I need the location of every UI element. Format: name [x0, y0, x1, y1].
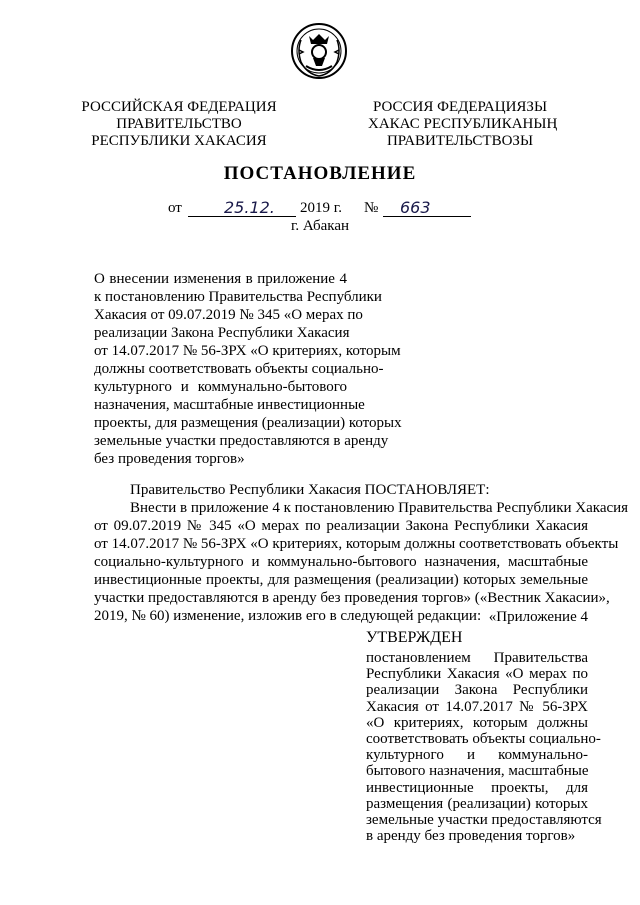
approved-line: реализации Закона Республики	[366, 682, 588, 699]
appendix-note: «Приложение 4	[488, 609, 588, 625]
paragraph-line: от 09.07.2019 № 345 «О мерах по реализации Закона Республики Хакасия	[94, 518, 588, 534]
city: г. Абакан	[290, 218, 350, 234]
paragraph-line: участки предоставляются в аренду без проведения торгов» («Вестник Хакасии»,	[94, 590, 610, 606]
date-line	[168, 200, 488, 220]
approved-line: в аренду без проведения торгов»	[366, 828, 576, 845]
approved-line: размещения (реализации) которых	[366, 795, 588, 812]
header-line: РОССИЯ ФЕДЕРАЦИЯЗЫ	[372, 99, 548, 115]
subject-block	[94, 270, 402, 468]
header-khakas	[368, 99, 558, 150]
subject-line: должны соответствовать объекты социально-	[94, 361, 384, 377]
paragraph-line: 2019, № 60) изменение, изложив его в следующей редакции:	[94, 608, 482, 624]
handwritten-date: 25.12.	[224, 198, 275, 217]
subject-line: назначения, масштабные инвестиционные	[94, 397, 365, 413]
subject-line: проекты, для размещения (реализации) которых	[94, 415, 402, 431]
subject-line: реализации Закона Республики Хакасия	[94, 325, 350, 341]
header-line: РЕСПУБЛИКИ ХАКАСИЯ	[91, 133, 267, 149]
handwritten-number: 663	[400, 198, 431, 217]
paragraph-line: социально-культурного и коммунально-бытового назначения, масштабные	[94, 554, 588, 570]
subject-line: без проведения торгов»	[94, 451, 245, 467]
subject-line: культурного и коммунально-бытового	[94, 379, 347, 395]
paragraph-line: от 14.07.2017 № 56-ЗРХ «О критериях, которым должны соответствовать объекты	[94, 536, 619, 552]
header-line: ПРАВИТЕЛЬСТВОЗЫ	[386, 133, 534, 149]
approved-line: культурного и коммунально-	[366, 747, 588, 764]
subject-line: О внесении изменения в приложение 4	[94, 271, 347, 287]
approved-line: бытового назначения, масштабные	[366, 763, 589, 780]
approved-line: постановлением Правительства	[366, 650, 588, 666]
coat-of-arms-icon	[289, 22, 349, 80]
approved-line: инвестиционные проекты, для	[366, 779, 588, 796]
approved-line: Республики Хакасия «О мерах по	[366, 666, 588, 683]
paragraph-line: Внести в приложение 4 к постановлению Правительства Республики Хакасия	[130, 500, 629, 516]
subject-line: земельные участки предоставляются в аренду	[94, 433, 389, 449]
number-label: №	[364, 200, 379, 216]
year-label: 2019 г.	[300, 200, 342, 216]
subject-line: Хакасия от 09.07.2019 № 345 «О мерах по	[94, 307, 363, 323]
body-text	[94, 481, 629, 625]
approved-line: соответствовать объекты социально-	[366, 731, 601, 748]
header-russian	[80, 99, 278, 150]
approved-block	[366, 629, 602, 845]
paragraph-line: инвестиционные проекты, для размещения (реализации) которых земельные	[94, 572, 588, 588]
approved-line: Хакасия от 14.07.2017 № 56-ЗРХ	[366, 698, 588, 715]
subject-line: к постановлению Правительства Республики	[94, 289, 382, 305]
header-line: РОССИЙСКАЯ ФЕДЕРАЦИЯ	[81, 99, 277, 115]
header-line: ХАКАС РЕСПУБЛИКАНЫҢ	[368, 116, 558, 132]
subject-line: от 14.07.2017 № 56-ЗРХ «О критериях, которым	[94, 343, 401, 359]
approved-heading: УТВЕРЖДЕН	[366, 629, 463, 646]
header-line: ПРАВИТЕЛЬСТВО	[116, 116, 242, 132]
resolves-statement: Правительство Республики Хакасия ПОСТАНОВЛЯЕТ:	[130, 482, 490, 498]
document-title: ПОСТАНОВЛЕНИЕ	[223, 163, 417, 184]
from-label: от	[168, 200, 182, 216]
approved-line: «О критериях, которым должны	[366, 714, 588, 731]
approved-line: земельные участки предоставляются	[366, 812, 602, 829]
